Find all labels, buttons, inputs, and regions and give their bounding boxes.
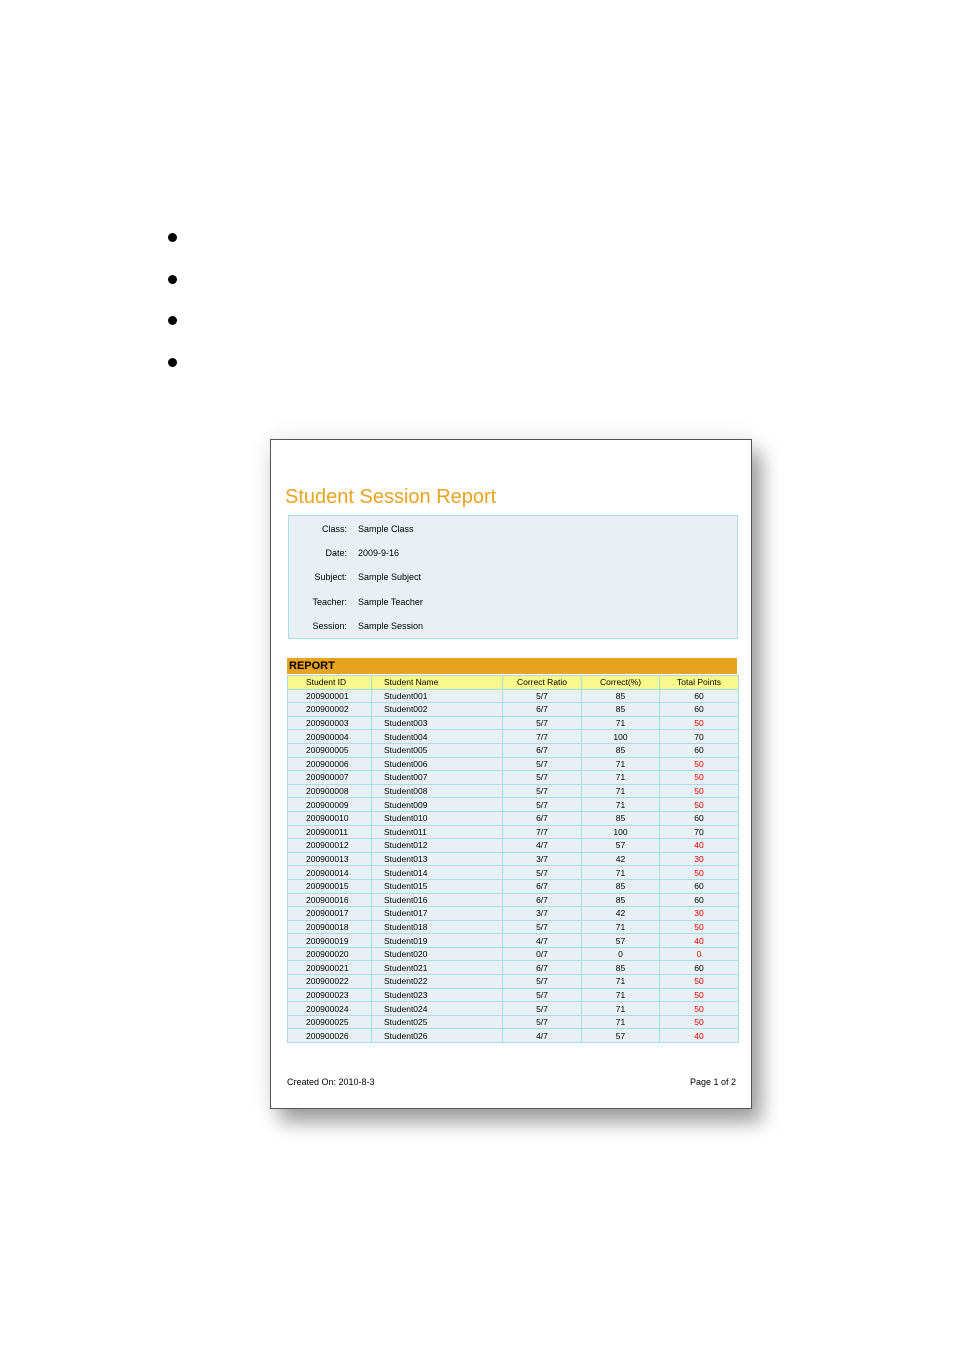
cell-correct-ratio: 5/7 [503,771,582,785]
bullet-dot [168,233,177,242]
cell-student-name: Student001 [372,689,503,703]
cell-correct-percent: 71 [582,784,660,798]
table-body [288,689,739,1042]
cell-correct-percent: 85 [582,811,660,825]
cell-student-name: Student004 [372,730,503,744]
cell-correct-ratio: 5/7 [503,975,582,989]
info-label: Class: [321,524,347,534]
cell-total-points: 70 [660,730,739,744]
cell-total-points: 50 [660,784,739,798]
cell-student-id: 200900010 [288,811,372,825]
cell-total-points: 60 [660,893,739,907]
cell-total-points: 50 [660,716,739,730]
cell-correct-percent: 71 [582,866,660,880]
table-row [288,689,739,703]
page-indicator: Page 1 of 2 [689,1077,736,1087]
created-on-text: Created On: 2010-8-3 [287,1077,375,1087]
cell-correct-ratio: 5/7 [503,757,582,771]
cell-correct-percent: 85 [582,893,660,907]
info-row-subject [289,572,737,588]
cell-total-points: 50 [660,757,739,771]
cell-student-name: Student020 [372,947,503,961]
cell-total-points: 50 [660,798,739,812]
cell-correct-ratio: 5/7 [503,689,582,703]
cell-correct-ratio: 6/7 [503,743,582,757]
cell-correct-ratio: 5/7 [503,784,582,798]
table-row [288,784,739,798]
cell-correct-ratio: 6/7 [503,961,582,975]
table-row [288,730,739,744]
cell-correct-percent: 100 [582,730,660,744]
column-header-total-points: Total Points [660,676,739,690]
cell-student-id: 200900009 [288,798,372,812]
cell-correct-percent: 100 [582,825,660,839]
cell-student-id: 200900011 [288,825,372,839]
cell-student-id: 200900025 [288,1015,372,1029]
cell-total-points: 30 [660,852,739,866]
cell-correct-ratio: 4/7 [503,934,582,948]
cell-total-points: 50 [660,920,739,934]
cell-student-id: 200900021 [288,961,372,975]
cell-correct-ratio: 3/7 [503,907,582,921]
cell-correct-ratio: 3/7 [503,852,582,866]
cell-student-name: Student018 [372,920,503,934]
cell-student-name: Student025 [372,1015,503,1029]
info-row-date [289,548,737,564]
info-value: Sample Teacher [358,597,423,607]
cell-student-name: Student012 [372,839,503,853]
cell-student-id: 200900002 [288,703,372,717]
cell-student-name: Student005 [372,743,503,757]
cell-student-id: 200900003 [288,716,372,730]
cell-correct-percent: 57 [582,934,660,948]
bullet-dot [168,275,177,284]
cell-student-name: Student007 [372,771,503,785]
bullet-dot [168,316,177,325]
cell-student-name: Student022 [372,975,503,989]
cell-correct-percent: 85 [582,689,660,703]
cell-correct-ratio: 4/7 [503,1029,582,1043]
cell-correct-percent: 71 [582,771,660,785]
cell-student-id: 200900022 [288,975,372,989]
cell-student-id: 200900016 [288,893,372,907]
cell-correct-ratio: 6/7 [503,811,582,825]
cell-total-points: 70 [660,825,739,839]
cell-student-name: Student003 [372,716,503,730]
cell-correct-ratio: 7/7 [503,730,582,744]
cell-student-id: 200900006 [288,757,372,771]
table-row [288,907,739,921]
table-row [288,716,739,730]
table-row [288,893,739,907]
cell-correct-percent: 85 [582,703,660,717]
cell-total-points: 60 [660,961,739,975]
cell-correct-ratio: 7/7 [503,825,582,839]
cell-correct-ratio: 5/7 [503,988,582,1002]
report-screenshot [270,439,752,1109]
cell-student-id: 200900026 [288,1029,372,1043]
cell-student-id: 200900004 [288,730,372,744]
cell-correct-ratio: 5/7 [503,1015,582,1029]
cell-total-points: 60 [660,879,739,893]
cell-correct-percent: 42 [582,852,660,866]
cell-correct-ratio: 5/7 [503,716,582,730]
cell-correct-percent: 71 [582,1002,660,1016]
cell-correct-percent: 42 [582,907,660,921]
cell-total-points: 0 [660,947,739,961]
table-row [288,839,739,853]
cell-student-id: 200900013 [288,852,372,866]
cell-student-id: 200900018 [288,920,372,934]
cell-student-name: Student009 [372,798,503,812]
table-row [288,1029,739,1043]
info-row-session [289,621,737,637]
table-row [288,757,739,771]
table-row [288,934,739,948]
cell-student-name: Student024 [372,1002,503,1016]
info-label: Teacher: [312,597,347,607]
info-label: Session: [312,621,347,631]
bullet-dot [168,358,177,367]
report-section-header: REPORT [287,658,737,674]
bullet-list [168,233,177,399]
cell-total-points: 60 [660,811,739,825]
table-row [288,703,739,717]
cell-student-id: 200900017 [288,907,372,921]
info-row-teacher [289,597,737,613]
cell-correct-ratio: 6/7 [503,703,582,717]
cell-student-id: 200900005 [288,743,372,757]
cell-total-points: 60 [660,743,739,757]
table-row [288,798,739,812]
cell-student-name: Student014 [372,866,503,880]
column-header-correct-percent: Correct(%) [582,676,660,690]
cell-total-points: 50 [660,988,739,1002]
cell-student-name: Student006 [372,757,503,771]
student-results-table [287,675,739,1043]
table-row [288,920,739,934]
table-row [288,811,739,825]
cell-student-id: 200900019 [288,934,372,948]
info-value: Sample Session [358,621,424,631]
cell-student-name: Student023 [372,988,503,1002]
table-row [288,743,739,757]
cell-correct-percent: 57 [582,839,660,853]
column-header-correct-ratio: Correct Ratio [503,676,582,690]
cell-correct-ratio: 4/7 [503,839,582,853]
cell-student-name: Student013 [372,852,503,866]
cell-correct-ratio: 6/7 [503,893,582,907]
cell-student-id: 200900001 [288,689,372,703]
cell-correct-ratio: 5/7 [503,920,582,934]
cell-student-name: Student026 [372,1029,503,1043]
cell-correct-percent: 85 [582,879,660,893]
report-title: Student Session Report [285,486,497,508]
cell-correct-percent: 71 [582,798,660,812]
cell-correct-ratio: 5/7 [503,798,582,812]
table-row [288,852,739,866]
info-label: Date: [325,548,347,558]
table-row [288,961,739,975]
cell-total-points: 50 [660,866,739,880]
table-row [288,825,739,839]
table-row [288,771,739,785]
table-row [288,947,739,961]
cell-correct-percent: 71 [582,757,660,771]
cell-total-points: 50 [660,1002,739,1016]
cell-student-name: Student021 [372,961,503,975]
cell-student-id: 200900007 [288,771,372,785]
info-value: Sample Class [358,524,414,534]
info-value: 2009-9-16 [358,548,400,558]
cell-correct-percent: 71 [582,1015,660,1029]
cell-student-id: 200900008 [288,784,372,798]
column-header-student-id: Student ID [288,676,372,690]
cell-student-id: 200900014 [288,866,372,880]
cell-correct-percent: 85 [582,743,660,757]
cell-correct-percent: 71 [582,716,660,730]
cell-correct-ratio: 5/7 [503,1002,582,1016]
cell-correct-ratio: 6/7 [503,879,582,893]
cell-correct-ratio: 0/7 [503,947,582,961]
cell-student-id: 200900024 [288,1002,372,1016]
cell-student-id: 200900023 [288,988,372,1002]
info-value: Sample Subject [358,572,422,582]
cell-total-points: 40 [660,839,739,853]
cell-total-points: 30 [660,907,739,921]
cell-correct-percent: 71 [582,920,660,934]
table-row [288,879,739,893]
cell-student-name: Student016 [372,893,503,907]
cell-student-name: Student019 [372,934,503,948]
cell-total-points: 50 [660,975,739,989]
table-row [288,1002,739,1016]
cell-correct-percent: 71 [582,975,660,989]
cell-total-points: 40 [660,934,739,948]
session-info-box [288,515,738,639]
info-label: Subject: [314,572,347,582]
cell-student-name: Student011 [372,825,503,839]
table-row [288,1015,739,1029]
cell-correct-percent: 0 [582,947,660,961]
cell-correct-percent: 71 [582,988,660,1002]
cell-student-id: 200900020 [288,947,372,961]
cell-student-id: 200900015 [288,879,372,893]
cell-correct-percent: 57 [582,1029,660,1043]
cell-total-points: 40 [660,1029,739,1043]
cell-total-points: 60 [660,703,739,717]
cell-correct-ratio: 5/7 [503,866,582,880]
cell-student-name: Student008 [372,784,503,798]
cell-total-points: 50 [660,771,739,785]
cell-student-name: Student010 [372,811,503,825]
cell-correct-percent: 85 [582,961,660,975]
cell-student-name: Student002 [372,703,503,717]
cell-student-id: 200900012 [288,839,372,853]
table-row [288,866,739,880]
column-header-student-name: Student Name [372,676,503,690]
cell-total-points: 50 [660,1015,739,1029]
table-row [288,988,739,1002]
table-row [288,975,739,989]
cell-student-name: Student015 [372,879,503,893]
info-row-class [289,524,737,540]
cell-total-points: 60 [660,689,739,703]
cell-student-name: Student017 [372,907,503,921]
table-header-row [288,676,739,690]
